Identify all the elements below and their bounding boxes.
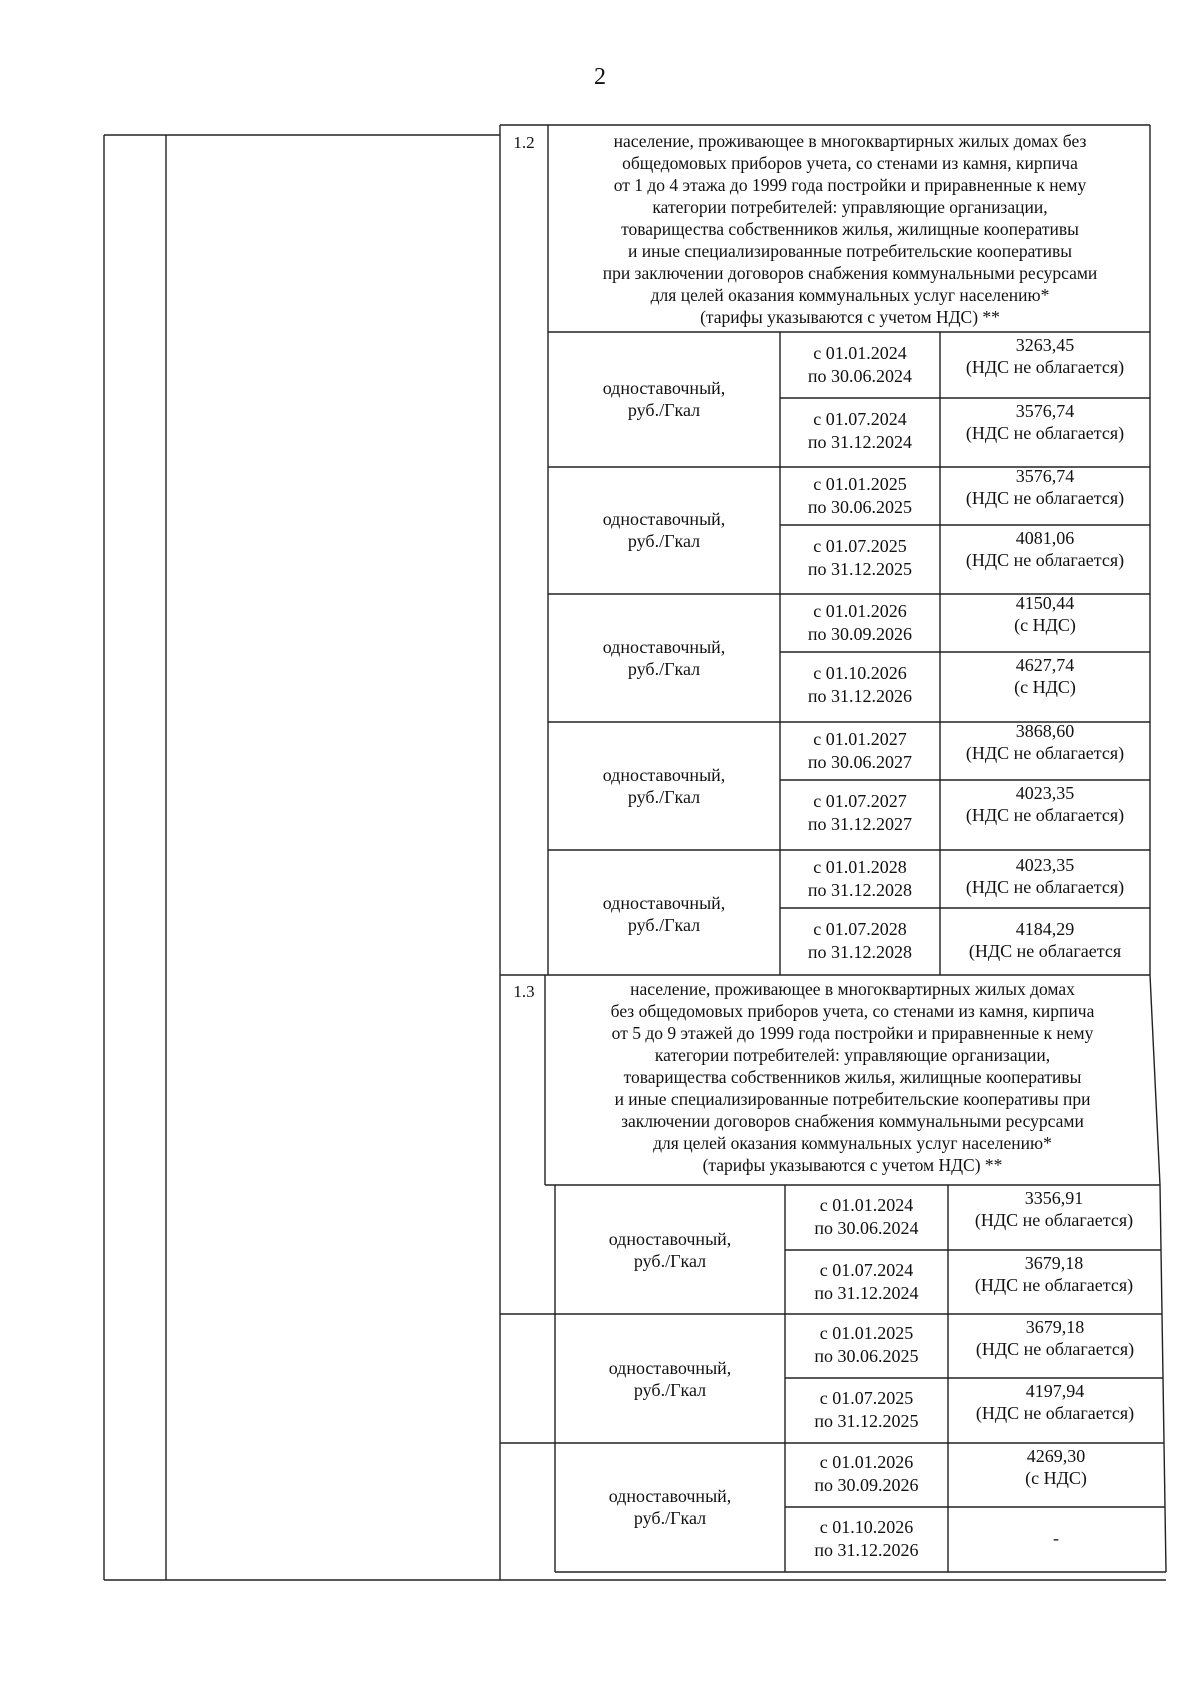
description-line: категории потребителей: управляющие организации, xyxy=(654,1045,1051,1065)
tariff-value: 4197,94 (НДС не облагается) xyxy=(975,1381,1135,1423)
description-line: (тарифы указываются с учетом НДС) ** xyxy=(702,1155,1003,1175)
period-date: с 01.07.2025 по 31.12.2025 xyxy=(814,1388,919,1431)
description-line: товарищества собственников жилья, жилищные кооперативы xyxy=(621,219,1079,239)
tariff-value: - xyxy=(1053,1528,1059,1548)
section-description xyxy=(550,130,1150,328)
rate-type: одноставочный, руб./Гкал xyxy=(602,378,726,420)
tariff-value: 4627,74 (с НДС) xyxy=(1014,655,1076,697)
period-date: с 01.01.2028 по 31.12.2028 xyxy=(807,857,913,900)
rate-type: одноставочный, руб./Гкал xyxy=(602,893,726,935)
description-line: население, проживающее в многоквартирных жилых домах без xyxy=(613,131,1087,151)
tariff-value: 3868,60 (НДС не облагается) xyxy=(965,721,1125,763)
period-date: с 01.07.2024 по 31.12.2024 xyxy=(814,1260,919,1303)
rate-type: одноставочный, руб./Гкал xyxy=(602,765,726,807)
period-date: с 01.07.2028 по 31.12.2028 xyxy=(807,919,913,962)
tariff-value: 4081,06 (НДС не облагается) xyxy=(965,528,1125,570)
period-date: с 01.07.2024 по 31.12.2024 xyxy=(807,409,913,452)
rate-type: одноставочный, руб./Гкал xyxy=(602,637,726,679)
rate-type: одноставочный, руб./Гкал xyxy=(608,1229,732,1271)
tariff-value: 4023,35 (НДС не облагается) xyxy=(965,855,1125,897)
description-line: для целей оказания коммунальных услуг населению* xyxy=(650,285,1050,305)
rate-type: одноставочный, руб./Гкал xyxy=(602,509,726,551)
description-line: (тарифы указываются с учетом НДС) ** xyxy=(700,307,1000,327)
tariff-value: 3576,74 (НДС не облагается) xyxy=(965,401,1125,443)
tariff-value: 4150,44 (с НДС) xyxy=(1014,593,1076,635)
description-line: от 5 до 9 этажей до 1999 года постройки и приравненные к нему xyxy=(611,1023,1094,1043)
period-date: с 01.01.2024 по 30.06.2024 xyxy=(807,343,913,386)
description-line: категории потребителей: управляющие организации, xyxy=(652,197,1048,217)
description-line: без общедомовых приборов учета, со стенами из камня, кирпича xyxy=(610,1001,1095,1021)
period-date: с 01.01.2025 по 30.06.2025 xyxy=(807,474,913,517)
period-date: с 01.01.2026 по 30.09.2026 xyxy=(814,1452,919,1495)
tariff-value: 4023,35 (НДС не облагается) xyxy=(965,783,1125,825)
section-number: 1.2 xyxy=(513,133,535,152)
period-date: с 01.10.2026 по 31.12.2026 xyxy=(807,663,913,706)
tariff-value: 3679,18 (НДС не облагается) xyxy=(974,1253,1134,1295)
tariff-value: 3356,91 (НДС не облагается) xyxy=(974,1188,1134,1230)
tariff-value: 3576,74 (НДС не облагается) xyxy=(965,466,1125,508)
description-line: для целей оказания коммунальных услуг населению* xyxy=(653,1133,1052,1153)
description-line: общедомовых приборов учета, со стенами из камня, кирпича xyxy=(622,153,1078,173)
description-line: заключении договоров снабжения коммунальными ресурсами xyxy=(621,1111,1084,1131)
page-number: 2 xyxy=(594,64,606,90)
tariff-value: 3679,18 (НДС не облагается) xyxy=(975,1317,1135,1359)
period-date: с 01.01.2027 по 30.06.2027 xyxy=(807,729,913,772)
description-line: и иные специализированные потребительские кооперативы при xyxy=(614,1089,1091,1109)
description-line: и иные специализированные потребительские кооперативы xyxy=(627,241,1072,261)
tariff-value: 4184,29 (НДС не облагается xyxy=(968,919,1122,961)
description-line: при заключении договоров снабжения коммунальными ресурсами xyxy=(602,263,1098,283)
tariff-value: 4269,30 (с НДС) xyxy=(1025,1446,1087,1488)
period-date: с 01.01.2024 по 30.06.2024 xyxy=(814,1195,919,1238)
rate-type: одноставочный, руб./Гкал xyxy=(608,1486,732,1528)
period-date: с 01.07.2025 по 31.12.2025 xyxy=(807,536,913,579)
description-line: от 1 до 4 этажа до 1999 года постройки и приравненные к нему xyxy=(613,175,1087,195)
section-description xyxy=(550,978,1155,1176)
rate-type: одноставочный, руб./Гкал xyxy=(608,1358,732,1400)
period-date: с 01.01.2026 по 30.09.2026 xyxy=(807,601,913,644)
period-date: с 01.10.2026 по 31.12.2026 xyxy=(814,1517,919,1560)
description-line: товарищества собственников жилья, жилищные кооперативы xyxy=(623,1067,1082,1087)
period-date: с 01.01.2025 по 30.06.2025 xyxy=(814,1323,919,1366)
period-date: с 01.07.2027 по 31.12.2027 xyxy=(807,791,913,834)
tariff-value: 3263,45 (НДС не облагается) xyxy=(965,335,1125,377)
section-number: 1.3 xyxy=(513,982,535,1001)
description-line: население, проживающее в многоквартирных жилых домах xyxy=(630,979,1075,999)
